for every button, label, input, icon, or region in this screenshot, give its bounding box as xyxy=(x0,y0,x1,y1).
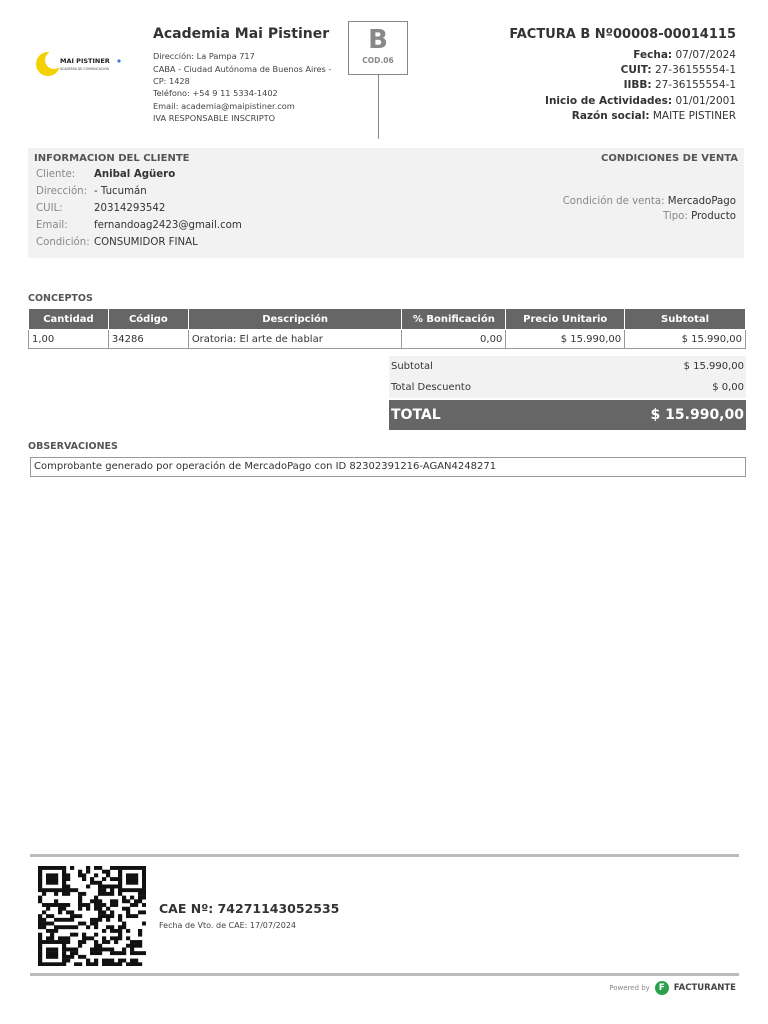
header-codigo: Código xyxy=(108,309,188,330)
cae-expiry: Fecha de Vto. de CAE: 17/07/2024 xyxy=(159,921,296,930)
invoice-inicio: Inicio de Actividades: 01/01/2001 xyxy=(545,94,736,107)
concepts-title: CONCEPTOS xyxy=(28,293,93,304)
header-divider xyxy=(378,75,379,139)
cell-codigo: 34286 xyxy=(108,330,188,349)
invoice-letter-box xyxy=(348,21,408,75)
company-logo xyxy=(30,20,128,108)
company-name: Academia Mai Pistiner xyxy=(153,26,330,42)
client-address-row: Dirección: - Tucumán xyxy=(36,186,147,197)
invoice-letter: B xyxy=(368,25,388,55)
table-header-row xyxy=(29,309,746,330)
discount-row: Total Descuento $ 0,00 xyxy=(389,377,746,398)
client-email-row: Email: fernandoag2423@gmail.com xyxy=(36,220,242,231)
observations-box: Comprobante generado por operación de MercadoPago con ID 82302391216-AGAN4248271 xyxy=(30,457,746,477)
company-city: CABA - Ciudad Autónoma de Buenos Aires - CP: 1428 xyxy=(153,63,332,86)
invoice-meta xyxy=(545,48,736,124)
powered-by-text: Powered by xyxy=(609,984,650,992)
invoice-title: FACTURA B Nº00008-00014115 xyxy=(509,27,736,42)
client-cuil-row: CUIL: 20314293542 xyxy=(36,203,166,214)
totals-block xyxy=(389,356,746,430)
header-descripcion: Descripción xyxy=(188,309,402,330)
footer-divider-bottom xyxy=(30,973,739,976)
company-info xyxy=(153,50,343,125)
invoice-iibb: IIBB: 27-36155554-1 xyxy=(623,79,736,92)
facturante-logo-icon: F xyxy=(655,981,669,995)
sale-type-row: Tipo: Producto xyxy=(662,211,736,222)
company-email: Email: academia@maipistiner.com xyxy=(153,100,295,111)
cell-descripcion: Oratoria: El arte de hablar xyxy=(188,330,402,349)
powered-by[interactable] xyxy=(609,981,736,995)
client-name-row: Cliente: Anibal Agüero xyxy=(36,169,176,180)
client-condition-row: Condición: CONSUMIDOR FINAL xyxy=(36,237,198,248)
invoice-cuit: CUIT: 27-36155554-1 xyxy=(620,64,736,77)
header-bonificacion: % Bonificación xyxy=(402,309,506,330)
sale-condition-row: Condición de venta: MercadoPago xyxy=(562,196,736,207)
header-precio-unitario: Precio Unitario xyxy=(506,309,625,330)
cell-bonificacion: 0,00 xyxy=(402,330,506,349)
invoice-date: Fecha: 07/07/2024 xyxy=(633,49,736,61)
logo-text: MAI PISTINER xyxy=(60,57,110,65)
company-phone: Teléfono: +54 9 11 5334-1402 xyxy=(153,88,278,98)
cell-precio-unitario: $ 15.990,00 xyxy=(506,330,625,349)
sale-conditions-title: CONDICIONES DE VENTA xyxy=(600,153,738,164)
header-subtotal: Subtotal xyxy=(625,309,746,330)
grand-total-row: TOTAL $ 15.990,00 xyxy=(389,400,746,430)
facturante-name: FACTURANTE xyxy=(673,983,736,993)
client-section-title: INFORMACION DEL CLIENTE xyxy=(34,153,190,164)
concepts-table xyxy=(28,308,746,349)
subtotal-row: Subtotal $ 15.990,00 xyxy=(389,356,746,377)
qr-code[interactable] xyxy=(38,866,146,966)
company-address: Dirección: La Pampa 717 xyxy=(153,51,255,61)
invoice-razon: Razón social: MAITE PISTINER xyxy=(571,109,736,122)
footer-divider-top xyxy=(30,854,739,857)
header-cantidad: Cantidad xyxy=(29,309,109,330)
cell-cantidad: 1,00 xyxy=(29,330,109,349)
observations-title: OBSERVACIONES xyxy=(28,441,118,452)
logo-subtext: ACADEMIA DE COMUNICACIÓN xyxy=(60,67,109,71)
invoice-code: COD.06 xyxy=(362,56,394,65)
table-row xyxy=(29,330,746,349)
cell-subtotal: $ 15.990,00 xyxy=(625,330,746,349)
client-block xyxy=(28,148,744,258)
cae-number: CAE Nº: 74271143052535 xyxy=(159,901,340,916)
company-iva: IVA RESPONSABLE INSCRIPTO xyxy=(153,113,276,123)
